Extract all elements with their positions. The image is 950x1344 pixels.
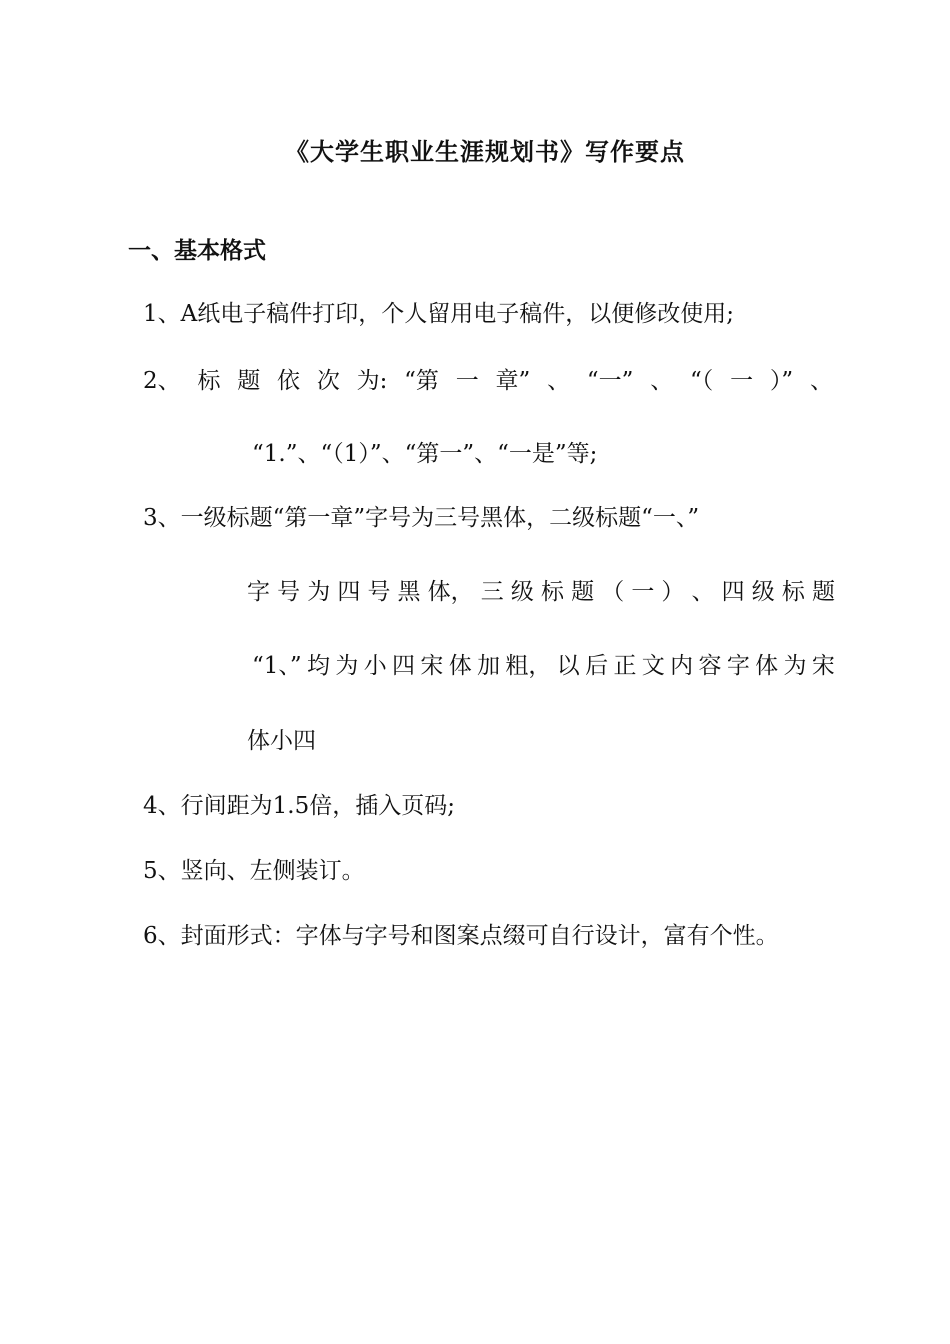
text-segment: 体， [427,579,474,605]
text-segment: 为 [307,579,331,605]
text-segment: （ [601,579,625,605]
text-segment: 2、 [143,368,181,394]
text-segment: 、 [809,368,833,394]
text-segment: 次 [316,368,340,394]
text-segment: 标 [540,579,564,605]
text-segment: 内 [670,653,694,679]
text-segment: 、 [547,368,571,394]
text-segment: 容 [698,653,722,679]
list-item-5: 5、竖向、左侧装订。 [143,858,365,884]
text-segment: 标 [197,368,221,394]
text-segment: 三 [480,579,504,605]
text-segment: 一 [631,579,655,605]
text-segment: 一 [730,368,754,394]
list-item-2-line-2: “1.”、“（1）”、“第一”、“一是”等; [252,441,598,467]
text-segment: 四 [721,579,745,605]
text-segment: ）” [769,368,794,394]
text-segment: 题 [571,579,595,605]
text-segment: 文 [641,653,665,679]
text-segment: ） [661,579,685,605]
list-item-4: 4、行间距为1.5倍，插入页码; [143,793,455,819]
text-segment: 小 [363,653,387,679]
text-segment: 以 [556,653,580,679]
text-segment: 正 [613,653,637,679]
text-segment: 依 [277,368,301,394]
text-segment: 一 [455,368,479,394]
text-segment: 加 [477,653,501,679]
text-segment: 、 [691,579,715,605]
list-item-1: 1、A纸电子稿件打印，个人留用电子稿件，以便修改使用; [143,301,734,327]
text-segment: “第 [404,368,439,394]
text-segment: “一” [586,368,634,394]
text-segment: 标 [781,579,805,605]
document-title: 《大学生职业生涯规划书》写作要点 [285,138,685,166]
text-segment: 体 [448,653,472,679]
list-item-3-line-3 [252,648,835,684]
text-segment: 黑 [397,579,421,605]
text-segment: 宋 [420,653,444,679]
text-segment: “（ [690,368,714,394]
list-item-3-line-1: 3、一级标题“第一章”字号为三号黑体，二级标题“一、” [143,505,700,531]
text-segment: 号 [367,579,391,605]
text-segment: 后 [585,653,609,679]
list-item-2-line-1 [143,363,833,399]
text-segment: 宋 [811,653,835,679]
list-item-3-line-4: 体小四 [247,728,316,754]
text-segment: 号 [277,579,301,605]
text-segment: 题 [811,579,835,605]
text-segment: 为 [335,653,359,679]
text-segment: 为: [356,368,388,394]
text-segment: 级 [751,579,775,605]
text-segment: 体 [755,653,779,679]
text-segment: “1、” [252,653,302,679]
section-heading-basic-format: 一、基本格式 [128,238,266,264]
text-segment: 字 [726,653,750,679]
text-segment: 为 [783,653,807,679]
text-segment: 章” [495,368,531,394]
list-item-6: 6、封面形式：字体与字号和图案点缀可自行设计，富有个性。 [143,923,779,949]
text-segment: 级 [510,579,534,605]
text-segment: 四 [337,579,361,605]
text-segment: 粗， [505,653,552,679]
text-segment: 字 [247,579,270,605]
text-segment: 均 [307,653,330,679]
text-segment: 、 [650,368,674,394]
text-segment: 四 [392,653,416,679]
list-item-3-line-2 [247,574,835,610]
text-segment: 题 [237,368,261,394]
